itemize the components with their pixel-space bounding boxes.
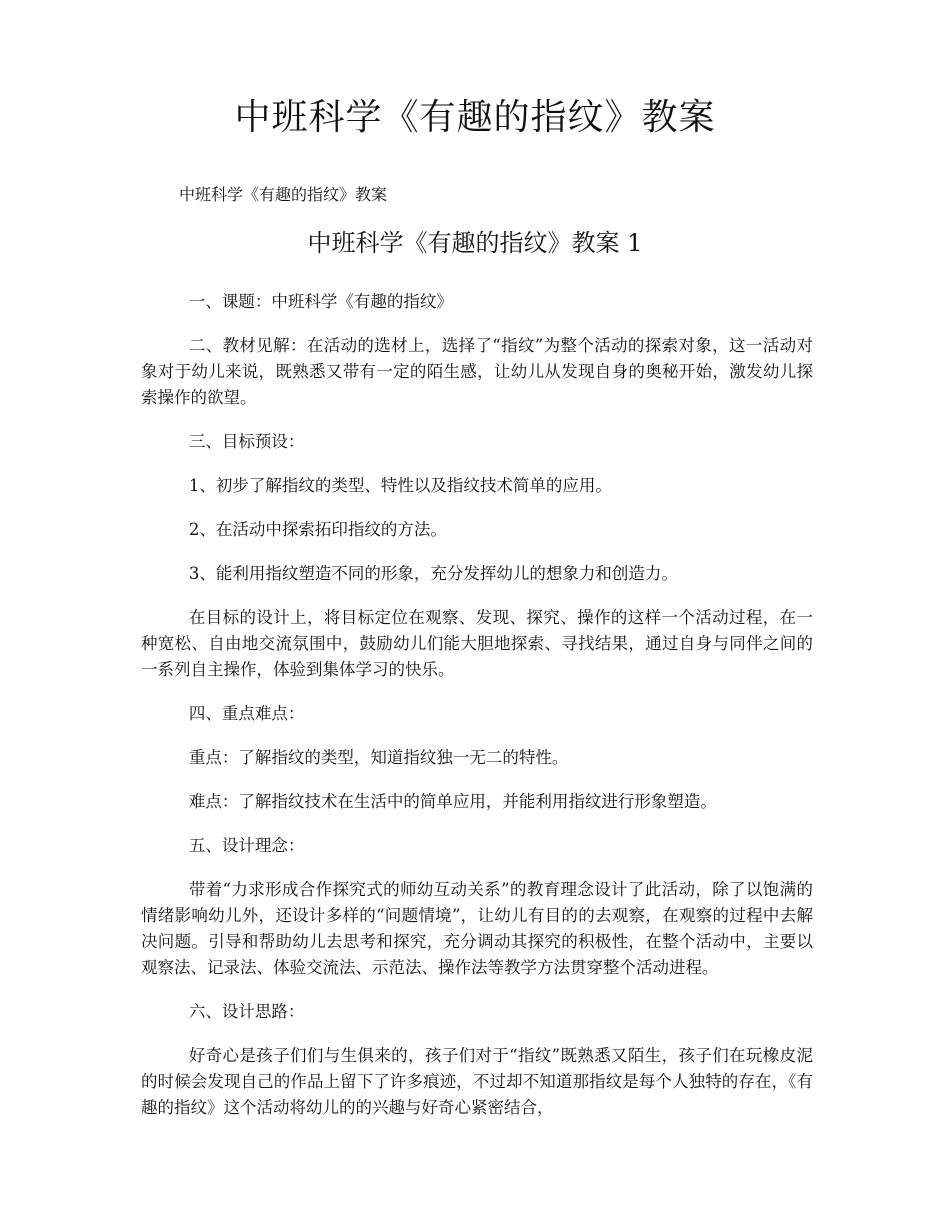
paragraph-approach: 好奇心是孩子们们与生俱来的，孩子们对于“指纹”既熟悉又陌生，孩子们在玩橡皮泥的时候会发现自己的作品上留下了许多痕迹，不过却不知道那指纹是每个人独特的存在，《有趣的指纹》这个活动将幼儿的的兴趣与好奇心紧密结合， — [141, 1046, 813, 1117]
paragraph-difficulty: 难点：了解指纹技术在生活中的简单应用，并能利用指纹进行形象塑造。 — [188, 792, 717, 811]
document-subtitle: 中班科学《有趣的指纹》教案 — [179, 185, 388, 204]
paragraph-goal-1: 1、初步了解指纹的类型、特性以及指纹技术简单的应用。 — [188, 476, 612, 495]
paragraph-approach-heading: 六、设计思路： — [188, 1002, 305, 1021]
document-title: 中班科学《有趣的指纹》教案 — [234, 97, 716, 138]
paragraph-concept-heading: 五、设计理念： — [188, 836, 305, 855]
paragraph-topic: 一、课题：中班科学《有趣的指纹》 — [188, 292, 453, 311]
paragraph-key-point: 重点：了解指纹的类型，知道指纹独一无二的特性。 — [188, 748, 569, 767]
paragraph-concept: 带着“力求形成合作探究式的师幼互动关系”的教育理念设计了此活动，除了以饱满的情绪影响幼儿外，还设计多样的“问题情境”，让幼儿有目的的去观察，在观察的过程中去解决问题。引导和帮助幼儿去思考和探究，充分调动其探究的积极性，在整个活动中，主要以观察法、记录法、体验交流法、示范法、操作法等教学方法贯穿整个活动进程。 — [141, 880, 813, 977]
paragraph-material: 二、教材见解：在活动的选材上，选择了“指纹”为整个活动的探索对象，这一活动对象对于幼儿来说，既熟悉又带有一定的陌生感，让幼儿从发现自身的奥秘开始，激发幼儿探索操作的欲望。 — [141, 336, 813, 407]
paragraph-goals-heading: 三、目标预设： — [188, 432, 305, 451]
section-title: 中班科学《有趣的指纹》教案 1 — [307, 229, 643, 257]
paragraph-goal-3: 3、能利用指纹塑造不同的形象，充分发挥幼儿的想象力和创造力。 — [188, 564, 678, 583]
document-body — [141, 289, 813, 1139]
paragraph-key-points-heading: 四、重点难点： — [188, 704, 305, 723]
paragraph-goal-design: 在目标的设计上，将目标定位在观察、发现、探究、操作的这样一个活动过程，在一种宽松、自由地交流氛围中，鼓励幼儿们能大胆地探索、寻找结果，通过自身与同伴之间的一系列自主操作，体验到集体学习的快乐。 — [141, 608, 813, 679]
paragraph-goal-2: 2、在活动中探索拓印指纹的方法。 — [188, 520, 447, 539]
